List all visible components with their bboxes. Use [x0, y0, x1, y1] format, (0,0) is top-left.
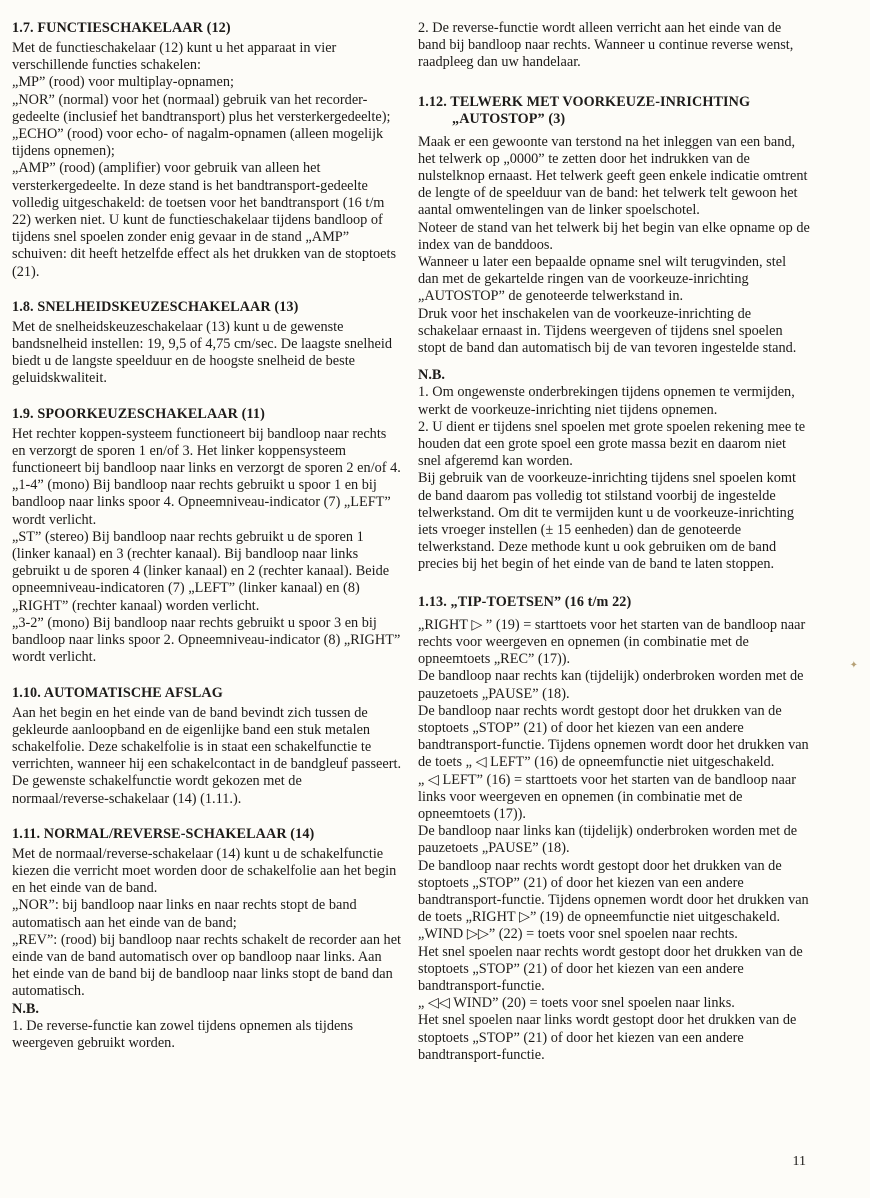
right-column — [418, 20, 810, 1074]
paragraph: „ST” (stereo) Bij bandloop naar rechts gebruikt u de sporen 1 (linker kanaal) en 3 (rechter kanaal). Bij bandloop naar links gebruikt u de sporen 4 (linker kanaal) en 2 (rechter kanaal). Beide opneemniveau-indicatoren (7) „LEFT” (linker kanaal) en (8) „RIGHT” (rechter kanaal) worden verlicht. — [12, 528, 390, 614]
paragraph: Het rechter koppen-systeem functioneert bij bandloop naar rechts en verzorgt de sporen 1 en/of 3. Het linker koppensysteem functioneert bij bandloop naar links en verzorgt de sporen 2 en/of 4. — [12, 425, 401, 477]
section-1-11 — [12, 826, 402, 1052]
paragraph: Met de functieschakelaar (12) kunt u het apparaat in vier verschillende functies schakelen: — [12, 40, 337, 74]
paragraph: „ ◁ LEFT” (16) = starttoets voor het starten van de bandloop naar links voor weergeven en opnemen (in combinatie met de opneemtoets (17)). — [418, 771, 796, 822]
section-1-8 — [12, 299, 402, 388]
paragraph: Druk voor het inschakelen van de voorkeuze-inrichting de schakelaar ernaast in. Tijdens weergeven of tijdens snel spoelen stopt de band dan automatisch bij de van tevoren ingestelde stand. — [418, 305, 797, 357]
paragraph: De bandloop naar rechts wordt gestopt door het drukken van de stoptoets „STOP” (21) of door het kiezen van een andere bandtransport-functie. Tijdens opnemen wordt door het drukken van de toets „ ◁ LEFT” (16) de opneemfunctie niet uitgeschakeld. — [418, 702, 809, 771]
paragraph: Bij gebruik van de voorkeuze-inrichting tijdens snel spoelen komt de band daarom pas volledig tot stilstand voorbij de ingestelde telwerkstand. Om dit te vermijden kunt u de voorkeuze-inrichting iets vroeger instellen (± 15 eenheden) dan de genoteerde telwerkstand. Deze methode kunt u ook gebruiken om de band precies bij het begin of het einde van de band te laten stoppen. — [418, 470, 796, 573]
section-1-7 — [12, 20, 402, 281]
paragraph: „NOR” (normal) voor het (normaal) gebruik van het recorder-gedeelte (inclusief het bandtransport) plus het versterkergedeelte); — [12, 91, 391, 125]
paragraph: „ ◁◁ WIND” (20) = toets voor snel spoelen naar links. — [418, 995, 735, 1012]
paragraph: „AMP” (rood) (amplifier) voor gebruik van alleen het versterkergedeelte. In deze stand is het bandtransport-gedeelte volledig uitgeschakeld: de toetsen voor het bandtransport (16 t/m 22) werken niet. U kunt de functieschakelaar tijdens bandloop of tijdens snel spoelen zonder enig gevaar in de stand „AMP” schuiven: dit heeft hetzelfde effect als het drukken van de stoptoets (21). — [12, 160, 397, 280]
section-title: 1.10. AUTOMATISCHE AFSLAG — [12, 684, 223, 701]
paragraph: De bandloop naar rechts wordt gestopt door het drukken van de stoptoets „STOP” (21) of door het kiezen van een andere bandtransport-functie. Tijdens opnemen wordt door het drukken van de toets „RIGHT ▷” (19) de opneemfunctie niet uitgeschakeld. — [418, 857, 809, 926]
paragraph: Het snel spoelen naar links wordt gestopt door het drukken van de stoptoets „STOP” (21) of door het kiezen van een andere bandtransport-functie. — [418, 1012, 797, 1063]
section-1-12 — [418, 94, 810, 574]
nb-label: N.B. — [418, 367, 446, 384]
nb-label: N.B. — [12, 1000, 40, 1017]
scan-speck: ✦ — [849, 660, 858, 671]
paragraph: „ECHO” (rood) voor echo- of nagalm-opnamen (alleen mogelijk tijdens opnemen); — [12, 126, 384, 160]
section-continued — [418, 20, 810, 72]
paragraph: „1-4” (mono) Bij bandloop naar rechts gebruikt u spoor 1 en bij bandloop naar links spoor 4. Opneemniveau-indicator (7) „LEFT” wordt verlicht. — [12, 477, 391, 528]
paragraph: 2. U dient er tijdens snel spoelen met grote spoelen rekening mee te houden dat een grote spoel een grote massa bezit en daarom niet snel afgeremd kan worden. — [418, 418, 806, 470]
paragraph: Maak er een gewoonte van terstond na het inleggen van een band, het telwerk op „0000” te zetten door het indrukken van de nulstelknop ernaast. Het telwerk geeft geen enkele indicatie omtrent de lengte of de speelduur van de band: het telwerk telt gewoon het aantal omwentelingen van de linker spoelschotel. — [418, 133, 808, 219]
page-number: 11 — [792, 1154, 806, 1169]
paragraph: Wanneer u later een bepaalde opname snel wilt terugvinden, stel dan met de gekartelde ringen van de voorkeuze-inrichting „AUTOSTOP” de genoteerde telwerkstand in. — [418, 254, 787, 305]
paragraph: De gewenste schakelfunctie wordt gekozen met de normaal/reverse-schakelaar (14) (1.11.). — [12, 773, 302, 807]
paragraph: 2. De reverse-functie wordt alleen verricht aan het einde van de band bij bandloop naar rechts. Wanneer u continue reverse wenst, raadpleeg dan uw handelaar. — [418, 20, 794, 71]
paragraph: Het snel spoelen naar rechts wordt gestopt door het drukken van de stoptoets „STOP” (21) of door het kiezen van een andere bandtransport-functie. — [418, 943, 803, 994]
section-title: 1.9. SPOORKEUZESCHAKELAAR (11) — [12, 405, 265, 422]
section-title: 1.7. FUNCTIESCHAKELAAR (12) — [12, 20, 231, 36]
section-1-13 — [418, 594, 810, 1064]
paragraph: „RIGHT ▷ ” (19) = starttoets voor het starten van de bandloop naar rechts voor weergeven en opnemen (in combinatie met de opneemtoets „REC” (17)). — [418, 616, 806, 668]
paragraph: 1. Om ongewenste onderbrekingen tijdens opnemen te vermijden, werkt de voorkeuze-inrichting niet tijdens opnemen. — [418, 384, 795, 418]
paragraph: Met de snelheidskeuzeschakelaar (13) kunt u de gewenste bandsnelheid instellen: 19, 9,5 of 4,75 cm/sec. De laagste snelheid biedt u de langste speelduur en de hoogste snelheid de beste geluidskwaliteit. — [12, 318, 392, 387]
section-title: 1.8. SNELHEIDSKEUZESCHAKELAAR (13) — [12, 298, 299, 315]
paragraph: „REV”: (rood) bij bandloop naar rechts schakelt de recorder aan het einde van de band automatisch over op bandloop naar links. Aan het einde van de band bij de bandloop naar links stopt de band dan automatisch. — [12, 931, 402, 1000]
section-1-10 — [12, 685, 402, 808]
section-1-9 — [12, 406, 402, 667]
section-title: 1.13. „TIP-TOETSEN” (16 t/m 22) — [418, 593, 632, 610]
paragraph: „WIND ▷▷” (22) = toets voor snel spoelen naar rechts. — [418, 926, 738, 943]
left-column — [12, 20, 402, 1062]
section-subtitle: „AUTOSTOP” (3) — [452, 110, 566, 127]
paragraph: „3-2” (mono) Bij bandloop naar rechts gebruikt u spoor 3 en bij bandloop naar links spoor 2. Opneemniveau-indicator (8) „RIGHT” wordt verlicht. — [12, 614, 401, 666]
paragraph: „NOR”: bij bandloop naar links en naar rechts stopt de band automatisch aan het einde van de band; — [12, 897, 357, 931]
paragraph: Aan het begin en het einde van de band bevindt zich tussen de gekleurde aanloopband en de eigenlijke band een stuk metalen schakelfolie. Deze schakelfolie is in staat een schakelfunctie te verrichten, wanneer hij een schakelcontact in de bandgleuf passeert. — [12, 704, 402, 773]
paragraph: „MP” (rood) voor multiplay-opnamen; — [12, 74, 234, 91]
section-title: 1.12. TELWERK MET VOORKEUZE-INRICHTING — [418, 93, 751, 110]
paragraph: Noteer de stand van het telwerk bij het begin van elke opname op de index van de banddoos. — [418, 219, 810, 253]
paragraph: 1. De reverse-functie kan zowel tijdens opnemen als tijdens weergeven gebruikt worden. — [12, 1017, 354, 1051]
paragraph: Met de normaal/reverse-schakelaar (14) kunt u de schakelfunctie kiezen die verricht moet worden door de schakelfolie aan het begin en het einde van de band. — [12, 845, 397, 897]
paragraph: De bandloop naar links kan (tijdelijk) onderbroken worden met de pauzetoets „PAUSE” (18). — [418, 823, 798, 857]
paragraph: De bandloop naar rechts kan (tijdelijk) onderbroken worden met de pauzetoets „PAUSE” (18). — [418, 668, 804, 702]
section-title: 1.11. NORMAL/REVERSE-SCHAKELAAR (14) — [12, 825, 315, 842]
